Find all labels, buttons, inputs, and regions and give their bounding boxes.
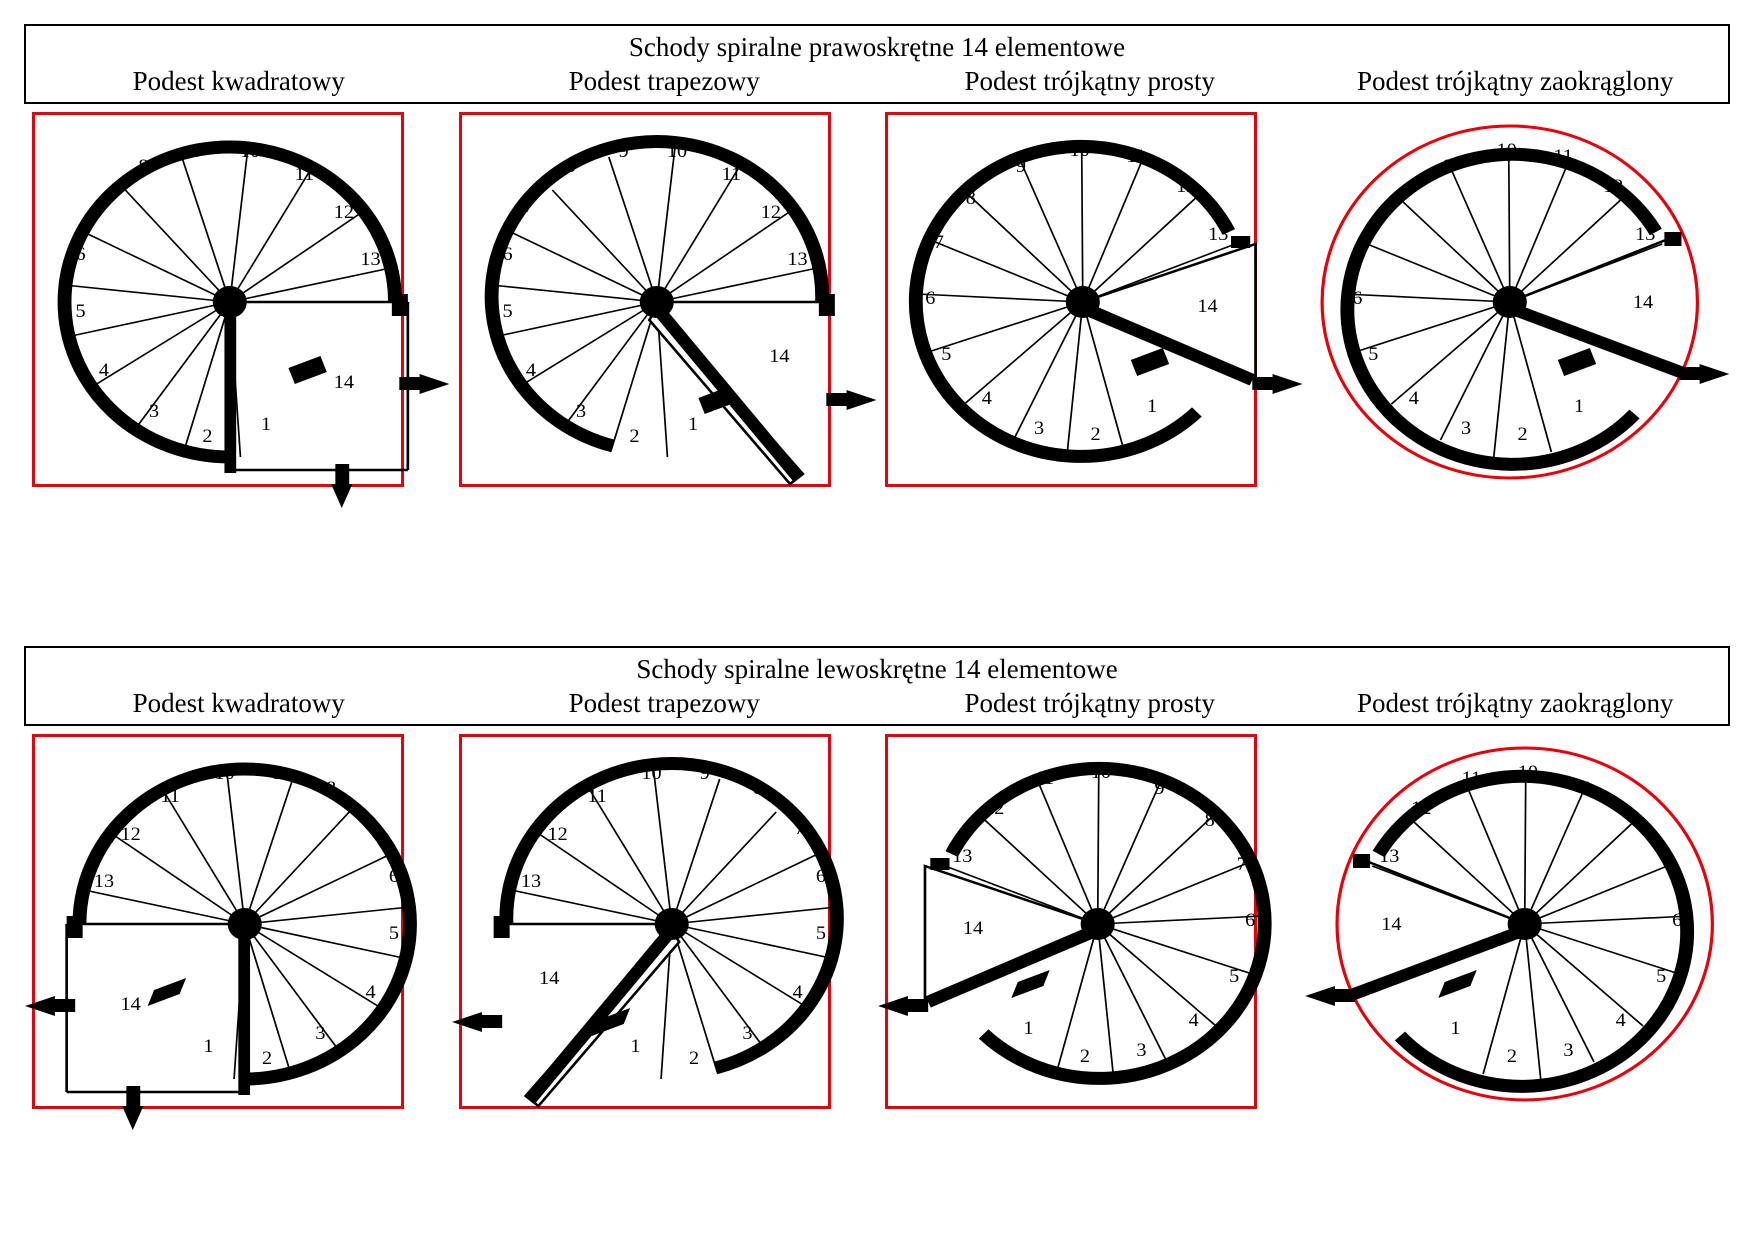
step-label-3: 3 xyxy=(315,1023,326,1044)
direction-arrow-right-tail xyxy=(399,377,420,390)
step-label-1: 1 xyxy=(1023,1018,1034,1039)
diagram-triangle-straight-lh xyxy=(877,734,1304,1114)
center-pole xyxy=(1492,286,1526,318)
handrail-post xyxy=(238,930,250,1095)
diagram-trapezoid-lh xyxy=(451,734,878,1114)
step-label-13: 13 xyxy=(1208,224,1229,245)
step-label-10: 10 xyxy=(1517,762,1538,783)
direction-arrow-left-tail xyxy=(54,999,75,1012)
step-label-2: 2 xyxy=(628,426,639,447)
step-13-cap xyxy=(67,916,83,938)
step-label-14: 14 xyxy=(333,372,354,393)
column-title-triangle-straight-rh: Podest trójkątny prosty xyxy=(964,66,1215,96)
step-label-1: 1 xyxy=(1147,396,1158,417)
step-label-9: 9 xyxy=(272,763,283,784)
direction-arrow-right xyxy=(846,390,876,410)
column-title-triangle-straight-lh: Podest trójkątny prosty xyxy=(964,688,1215,718)
step-label-13: 13 xyxy=(93,871,115,892)
step-label-13: 13 xyxy=(520,871,541,892)
step-label-6: 6 xyxy=(815,866,826,887)
step-13-cap xyxy=(1231,236,1250,248)
step-label-6: 6 xyxy=(1245,910,1256,931)
direction-arrow-right xyxy=(420,374,450,394)
step-label-8: 8 xyxy=(326,778,337,799)
step-label-9: 9 xyxy=(618,141,629,162)
step-label-9: 9 xyxy=(191,141,202,162)
step-13-cap xyxy=(493,916,509,938)
panels-right-handed xyxy=(24,112,1730,492)
step-label-10: 10 xyxy=(1495,140,1517,161)
center-pole xyxy=(654,908,688,940)
step-label-10: 10 xyxy=(214,763,235,784)
step-label-4: 4 xyxy=(98,360,110,381)
platform-edge-thick xyxy=(1509,308,1685,374)
step-label-3: 3 xyxy=(575,401,586,422)
direction-arrow-down xyxy=(331,484,352,508)
step-label-11: 11 xyxy=(1034,768,1055,789)
column-titles-right-handed xyxy=(26,66,1728,97)
step-label-12: 12 xyxy=(1602,176,1623,197)
direction-arrow-left xyxy=(25,996,55,1016)
title-box-left-handed xyxy=(24,646,1730,726)
step-label-7: 7 xyxy=(1236,854,1247,875)
step-label-7: 7 xyxy=(1663,854,1674,875)
step-label-11: 11 xyxy=(1552,146,1573,167)
step-label-3: 3 xyxy=(1136,1040,1147,1061)
direction-arrow-down xyxy=(122,1106,143,1130)
column-title-triangle-rounded-rh: Podest trójkątny zaokrąglony xyxy=(1357,66,1674,96)
step-label-9: 9 xyxy=(1442,156,1453,177)
step-13-cap xyxy=(392,294,408,316)
panel-triangle-rounded-lh xyxy=(1304,734,1731,1114)
step-label-4: 4 xyxy=(791,982,803,1003)
direction-arrow-inner xyxy=(1131,348,1169,376)
step-label-1: 1 xyxy=(629,1036,641,1057)
platform-triangle xyxy=(925,866,1098,998)
direction-arrow-inner xyxy=(288,356,326,384)
step-label-7: 7 xyxy=(933,232,944,253)
step-label-7: 7 xyxy=(794,818,805,839)
direction-arrow-left xyxy=(452,1012,482,1032)
step-label-6: 6 xyxy=(388,866,400,887)
column-title-square-lh: Podest kwadratowy xyxy=(132,688,345,718)
step-label-11: 11 xyxy=(294,164,315,185)
step-label-3: 3 xyxy=(741,1023,752,1044)
direction-arrow-right-tail xyxy=(1679,367,1700,380)
column-title-trapezoid-lh: Podest trapezowy xyxy=(568,688,760,718)
step-label-9: 9 xyxy=(1154,778,1165,799)
platform-ramp-thick xyxy=(529,930,671,1100)
step-label-5: 5 xyxy=(1367,344,1378,365)
step-label-8: 8 xyxy=(1631,810,1642,831)
step-label-11: 11 xyxy=(1461,768,1481,789)
direction-arrow-left xyxy=(1305,986,1335,1006)
step-label-4: 4 xyxy=(981,388,992,409)
direction-arrow-right xyxy=(1699,364,1729,384)
panel-triangle-rounded-rh xyxy=(1304,112,1731,492)
direction-arrow-inner xyxy=(1557,348,1595,376)
step-label-3: 3 xyxy=(1460,418,1471,439)
step-label-14: 14 xyxy=(1632,292,1653,313)
step-label-7: 7 xyxy=(367,818,378,839)
step-label-13: 13 xyxy=(360,249,381,270)
column-title-square-rh: Podest kwadratowy xyxy=(132,66,345,96)
step-label-5: 5 xyxy=(941,344,952,365)
panel-triangle-straight-lh xyxy=(877,734,1304,1114)
step-label-13: 13 xyxy=(786,249,808,270)
panel-trapezoid-rh xyxy=(451,112,878,492)
direction-arrow-right xyxy=(1273,374,1303,394)
step-label-3: 3 xyxy=(1034,418,1045,439)
section-title-right-handed: Schody spiralne prawoskrętne 14 elementowe xyxy=(628,32,1126,62)
step-label-2: 2 xyxy=(1079,1046,1090,1067)
step-label-9: 9 xyxy=(699,763,710,784)
center-pole xyxy=(639,286,673,318)
step-label-11: 11 xyxy=(160,786,180,807)
step-label-7: 7 xyxy=(96,196,107,217)
step-label-5: 5 xyxy=(75,301,86,322)
step-label-12: 12 xyxy=(760,202,781,223)
step-label-11: 11 xyxy=(721,164,741,185)
direction-arrow-inner xyxy=(1011,970,1049,998)
step-label-12: 12 xyxy=(1410,798,1431,819)
step-label-5: 5 xyxy=(501,301,513,322)
panel-triangle-straight-rh xyxy=(877,112,1304,492)
step-label-4: 4 xyxy=(525,360,536,381)
direction-arrow-down-tail xyxy=(335,464,349,486)
step-label-6: 6 xyxy=(925,288,936,309)
direction-arrow-left-tail xyxy=(907,999,928,1012)
panel-square-lh xyxy=(24,734,451,1114)
step-label-2: 2 xyxy=(688,1048,699,1069)
step-label-1: 1 xyxy=(260,414,272,435)
step-13-cap xyxy=(818,294,834,316)
step-label-8: 8 xyxy=(564,156,575,177)
step-label-4: 4 xyxy=(1188,1010,1199,1031)
diagram-triangle-rounded-lh xyxy=(1304,734,1731,1114)
center-pole xyxy=(1081,908,1115,940)
direction-arrow-inner xyxy=(1438,970,1476,998)
step-label-12: 12 xyxy=(1176,176,1197,197)
direction-arrow-left xyxy=(878,996,908,1016)
platform-edge-thick xyxy=(1348,930,1524,996)
step-label-10: 10 xyxy=(1069,140,1090,161)
step-label-12: 12 xyxy=(120,824,141,845)
section-left-handed xyxy=(24,646,1730,1114)
step-label-7: 7 xyxy=(523,196,534,217)
section-right-handed xyxy=(24,24,1730,492)
handrail-post xyxy=(224,308,236,473)
step-label-14: 14 xyxy=(1197,296,1218,317)
center-pole xyxy=(1066,286,1100,318)
step-label-5: 5 xyxy=(388,923,400,944)
step-label-6: 6 xyxy=(1351,288,1362,309)
direction-arrow-inner xyxy=(148,978,186,1006)
step-13-cap xyxy=(1353,854,1370,868)
step-label-8: 8 xyxy=(1392,188,1403,209)
step-label-5: 5 xyxy=(1655,966,1666,987)
diagram-square-lh xyxy=(24,734,451,1114)
direction-arrow-right-tail xyxy=(1252,377,1273,390)
step-label-4: 4 xyxy=(365,982,376,1003)
direction-arrow-left-tail xyxy=(480,1015,501,1028)
step-label-6: 6 xyxy=(75,244,86,265)
diagram-triangle-rounded-rh xyxy=(1304,112,1731,492)
step-label-1: 1 xyxy=(687,414,698,435)
step-label-10: 10 xyxy=(239,141,261,162)
step-label-9: 9 xyxy=(1015,156,1027,177)
step-label-14: 14 xyxy=(1380,914,1402,935)
column-titles-left-handed xyxy=(26,688,1728,719)
diagram-triangle-straight-rh xyxy=(877,112,1304,492)
center-pole xyxy=(1507,908,1541,940)
step-label-1: 1 xyxy=(1449,1018,1460,1039)
step-label-2: 2 xyxy=(1517,424,1528,445)
step-label-2: 2 xyxy=(1090,424,1101,445)
panels-left-handed xyxy=(24,734,1730,1114)
step-label-4: 4 xyxy=(1615,1010,1626,1031)
step-label-14: 14 xyxy=(538,968,559,989)
step-label-12: 12 xyxy=(547,824,568,845)
step-label-13: 13 xyxy=(1634,224,1655,245)
step-label-5: 5 xyxy=(815,923,826,944)
step-label-11: 11 xyxy=(1126,146,1146,167)
step-label-13: 13 xyxy=(1378,846,1399,867)
direction-arrow-down-tail xyxy=(126,1086,140,1108)
step-label-3: 3 xyxy=(1562,1040,1573,1061)
step-label-14: 14 xyxy=(120,994,141,1015)
step-label-11: 11 xyxy=(586,786,607,807)
step-label-12: 12 xyxy=(333,202,354,223)
step-label-2: 2 xyxy=(202,426,213,447)
step-label-8: 8 xyxy=(752,778,763,799)
step-13-cap xyxy=(1664,232,1681,246)
direction-arrow-left-tail xyxy=(1333,989,1354,1002)
step-label-3: 3 xyxy=(149,401,160,422)
diagram-trapezoid-rh xyxy=(451,112,878,492)
step-label-14: 14 xyxy=(768,346,790,367)
section-title-left-handed: Schody spiralne lewoskrętne 14 elementowe xyxy=(636,654,1118,684)
platform-triangle xyxy=(1083,244,1256,376)
diagram-square-rh xyxy=(24,112,451,492)
step-label-10: 10 xyxy=(666,141,687,162)
step-label-6: 6 xyxy=(501,244,513,265)
step-label-14: 14 xyxy=(962,918,984,939)
step-label-8: 8 xyxy=(965,188,976,209)
step-label-2: 2 xyxy=(262,1048,273,1069)
step-label-2: 2 xyxy=(1506,1046,1517,1067)
step-label-5: 5 xyxy=(1229,966,1240,987)
direction-arrow-right-tail xyxy=(826,393,847,406)
step-label-7: 7 xyxy=(1360,232,1371,253)
step-label-8: 8 xyxy=(1204,810,1215,831)
step-label-1: 1 xyxy=(203,1036,214,1057)
step-label-9: 9 xyxy=(1580,778,1592,799)
title-box-right-handed xyxy=(24,24,1730,104)
panel-square-rh xyxy=(24,112,451,492)
step-label-8: 8 xyxy=(138,156,149,177)
step-label-10: 10 xyxy=(1090,762,1112,783)
panel-trapezoid-lh xyxy=(451,734,878,1114)
step-label-13: 13 xyxy=(952,846,973,867)
step-13-cap xyxy=(930,858,949,870)
column-title-triangle-rounded-lh: Podest trójkątny zaokrąglony xyxy=(1357,688,1674,718)
step-label-1: 1 xyxy=(1573,396,1584,417)
step-label-6: 6 xyxy=(1671,910,1682,931)
step-label-10: 10 xyxy=(640,763,662,784)
step-label-4: 4 xyxy=(1408,388,1419,409)
step-label-12: 12 xyxy=(984,798,1005,819)
column-title-trapezoid-rh: Podest trapezowy xyxy=(568,66,760,96)
